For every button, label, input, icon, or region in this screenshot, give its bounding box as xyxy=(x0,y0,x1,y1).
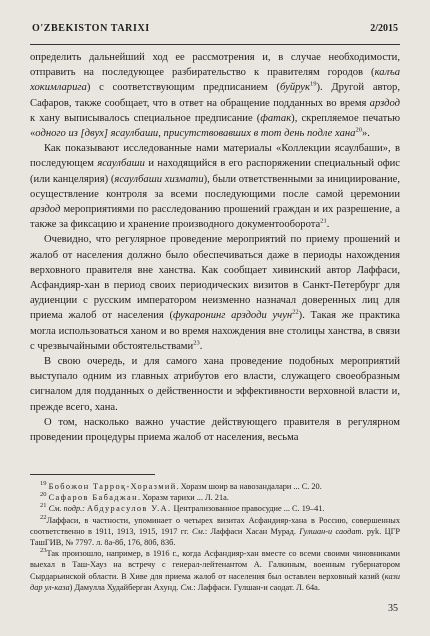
paragraph-5: О том, насколько важно участие действующего правителя в регулярном проведении процедуры приема жалоб от населения, весьма xyxy=(30,416,400,444)
footnote-ref-21: 21 xyxy=(320,217,327,225)
footnote-separator xyxy=(30,474,155,475)
paragraph-1: определить дальнейший ход ее рассмотрения и, в случае необходимости, отправить на последующее разбирательство к правителям городов (калъа хокимларига) с соответствующим предписанием (буйрук$^{19}$). Другой автор, Сафаров, также сообщает, что в ответ на обращение подданных во время арздод к хану выписывалось специальное предписание (фатак), скрепляемое печатью «одного из [двух] ясаулбаши, присутствовавших в тот день подле хана$^{20}$». xyxy=(30,52,401,140)
footnote-ref-23: 23 xyxy=(193,339,200,347)
footnote-20: $^{20}$ Сафаров Бабаджан. Хоразм тарихи ... Л. 21а. xyxy=(40,491,229,503)
footnote-23: $^{23}$Так произошло, например, в 1916 г., когда Асфандияр-хан вместе со всеми своими чиновниками выехал в Таш-Хауз на встречу с генерал-лейтенантом А. Галкиным, военным губернатором Сырдарьинской области. В Хиве для приема жалоб от населения был оставлен верховный казий (кази дар ул-каза) Дамулла Худайберган Ахунд. См.: Лаффаси. Гулшан-и саодат. Л. 64а. xyxy=(30,547,400,592)
paragraph-4: В свою очередь, и для самого хана проведение подобных мероприятий выступало одним из главных атрибутов его власти, служащего своеобразным сигналом для подданных о действенности и эффективности верховной власти и, прежде всего, хана. xyxy=(30,356,400,413)
footnote-ref-22: 22 xyxy=(292,308,299,316)
footnote-22: $^{22}$Лаффаси, в частности, упоминает о четырех визитах Асфандияр-хана в Россию, совершенных соответственно в 1911, 1913, 1915, 1917 гг. См.: Лаффаси Хасан Мурад. Гулшан-и саодат. руk. ЦГР ТашГИВ, № 7797. л. 8а-8б, 176, 80б, 83б. xyxy=(30,513,400,548)
footnote-19: $^{19}$ Бобожон Тарроқ-Хоразмий. Хоразм шоир ва навозандалари ... С. 20. xyxy=(40,480,322,491)
footnote-ref-19: 19 xyxy=(309,80,317,88)
footnote-21: $^{21}$ См. подр.: Абдурасулов У.А. Централизованное правосудие ... С. 19–41. xyxy=(40,502,325,514)
paragraph-3: Очевидно, что регулярное проведение мероприятий по приему прошений и жалоб от населения должно было обеспечиваться даже в периоды нахождения верховного правителя вне ханства. Как сообщает хивинский автор Лаффаси, Асфандияр-хан в период своих периодических визитов в Санкт-Петербург для аудиенции с русским императором неизменно назначал доверенных лиц для приема жалоб от населения (фукаронинг арздоди учун$^{22}$). Такая же практика могла использоваться ханом и во время нахождения вне столицы ханства, в связи с чрезвычайными обстоятельствами$^{23}$. xyxy=(30,234,400,352)
journal-title: O'ZBEKISTON TARIXI xyxy=(32,23,150,34)
issue-number: 2/2015 xyxy=(370,23,398,34)
page-number: 35 xyxy=(388,603,398,614)
paragraph-2: Как показывают исследованные нами материалы «Коллекции ясаулбаши», в последующем ясаулбаши и находящийся в его распоряжении специальный офис (или канцелярия) (ясаулбаши хизмати), были ответственными за инициирование, осуществление контроля за всеми последующими после самой церемонии арздод мероприятиями по расследованию прошений граждан и их разрешение, а также за фиксацию и хранение производного документооборота$^{21}$. xyxy=(30,143,400,231)
article-body xyxy=(30,50,400,445)
footnote-ref-20: 20 xyxy=(355,126,362,134)
running-header xyxy=(30,14,400,45)
footnotes xyxy=(30,481,400,593)
